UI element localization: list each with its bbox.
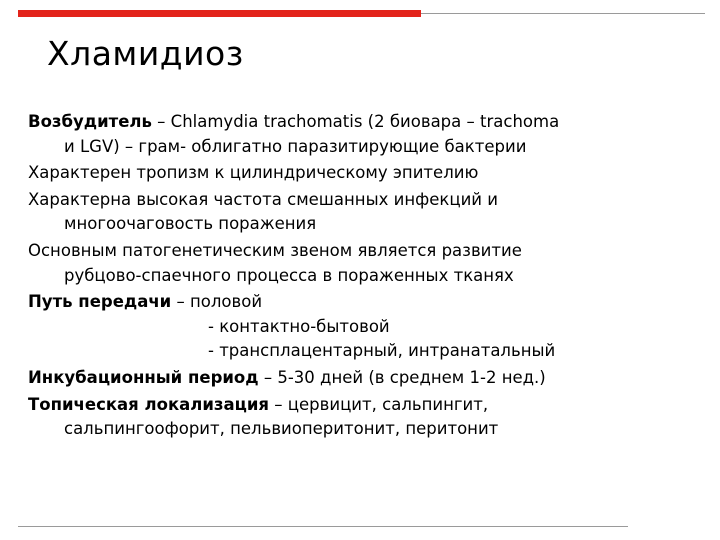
pathogen-line-1 — [28, 110, 713, 135]
slide-title: Хламидиоз — [47, 34, 244, 73]
mixed-infection-paragraph — [28, 188, 713, 237]
top-accent-bar — [18, 10, 421, 17]
pathogen-paragraph — [28, 110, 713, 159]
mixed-line-2: многоочаговость поражения — [64, 214, 317, 234]
pathogenesis-line-2: рубцово-спаечного процесса в пораженных тканях — [64, 265, 514, 285]
pathogenesis-paragraph — [28, 239, 713, 288]
topical-text-2: сальпингоофорит, пельвиоперитонит, перитонит — [64, 419, 499, 439]
incubation-label: Инкубационный период — [28, 367, 259, 387]
pathogen-text-1: – Chlamydia trachomatis (2 биовара – trachoma — [151, 112, 560, 131]
mixed-line-1: Характерна высокая частота смешанных инфекций и — [28, 189, 498, 209]
top-divider-line — [421, 13, 705, 14]
tropism-paragraph — [28, 161, 713, 186]
topical-label: Топическая локализация — [28, 394, 270, 414]
pathogen-text-2: и LGV) – грам- облигатно паразитирующие бактерии — [64, 136, 527, 156]
incubation-text: – 5-30 дней (в среднем 1-2 нед.) — [258, 367, 546, 387]
topical-paragraph — [28, 393, 713, 442]
bottom-divider-line — [18, 526, 628, 527]
transmission-label: Путь передачи — [28, 292, 172, 312]
pathogen-label: Возбудитель — [28, 112, 152, 131]
incubation-paragraph — [28, 366, 713, 391]
topical-text-1: – цервицит, сальпингит, — [269, 394, 489, 414]
transmission-text-2: - контактно-бытовой — [208, 316, 390, 336]
topical-line-1 — [28, 393, 713, 418]
transmission-text-3: - трансплацентарный, интранатальный — [208, 341, 556, 361]
slide-body — [28, 110, 713, 444]
pathogenesis-line-1: Основным патогенетическим звеном является развитие — [28, 240, 522, 260]
transmission-line-1 — [28, 290, 713, 315]
transmission-text-1: – половой — [171, 292, 263, 312]
incubation-line — [28, 366, 713, 391]
transmission-paragraph — [28, 290, 713, 364]
tropism-text: Характерен тропизм к цилиндрическому эпителию — [28, 163, 479, 183]
